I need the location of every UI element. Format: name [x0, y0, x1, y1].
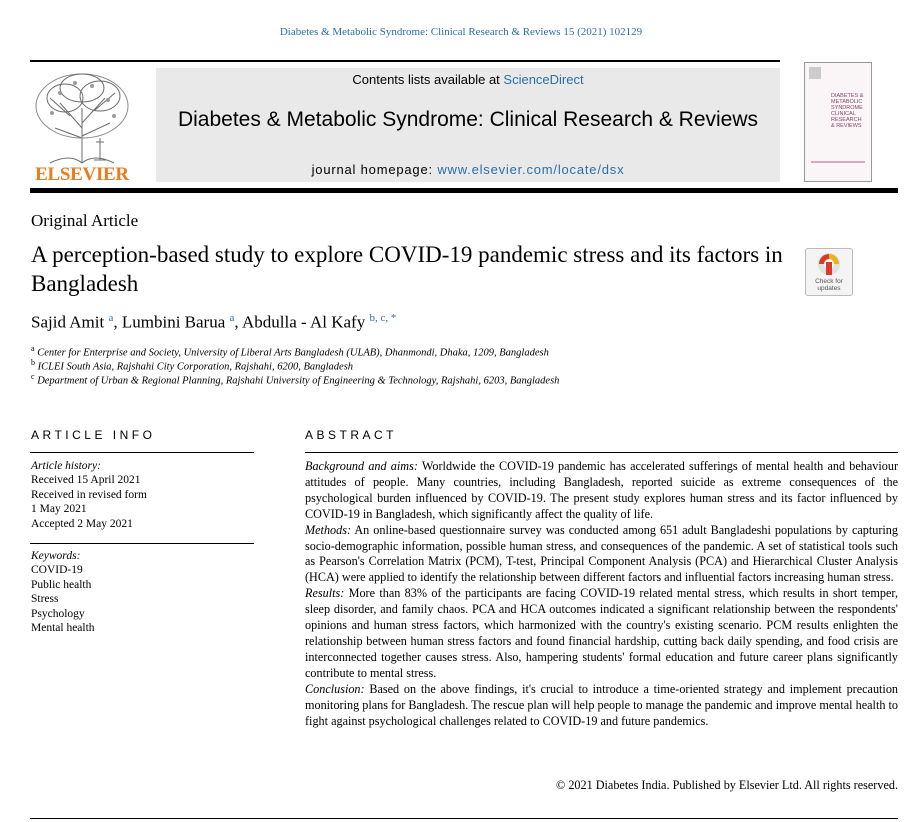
article-history [31, 459, 147, 531]
keyword: Public health [31, 578, 92, 591]
affiliation-text: Department of Urban & Regional Planning, Rajshahi University of Engineering & Technology, Rajshahi, 6203, Bangladesh [37, 375, 560, 387]
keyword: Mental health [31, 622, 95, 635]
copyright-notice: © 2021 Diabetes India. Published by Elsevier Ltd. All rights reserved. [556, 778, 898, 792]
check-updates-line1: Check for [815, 278, 843, 285]
history-label: Article history: [31, 460, 101, 472]
check-updates-label [806, 278, 852, 292]
keyword: Psychology [31, 607, 85, 620]
article-type: Original Article [31, 211, 139, 230]
affiliation-text: Center for Enterprise and Society, University of Liberal Arts Bangladesh (ULAB), Dhanmondi, Dhaka, 1209, Bangladesh [37, 347, 549, 359]
abstract-label: Background and aims: [305, 459, 418, 473]
author-affil-sup[interactable]: a [108, 312, 114, 324]
abstract-text: Based on the above findings, it's crucial to introduce a time-oriented strategy and implement precaution monitoring plans for Bangladesh. The rescue plan will help people to manage the pandemic and improve mental health to fight against psychological challenges related to COVID-19 and future pandemics. [305, 681, 899, 728]
cover-logo-icon [809, 67, 821, 79]
abstract-text: An online-based questionnaire survey was conducted among 651 adult Bangladeshi populations by capturing socio-demographic information, possible human stress, and consequences of the pandemic. A set of statistical tools such as Pearson's Correlation Matrix (PCM), T-test, Principal Component Analysis (PCA) and Hierarchical Cluster Analysis (HCA) were applied to identify the relationship between different factors and influential factors increasing human stress. [305, 522, 898, 585]
contents-line [156, 72, 780, 87]
cover-stripe [811, 161, 865, 163]
affiliation-text: ICLEI South Asia, Rajshahi City Corporation, Rajshahi, 6200, Bangladesh [37, 361, 354, 373]
keywords-block [31, 549, 95, 635]
cover-title-line: DIABETES & [831, 93, 864, 99]
abstract-heading: ABSTRACT [305, 428, 398, 442]
affiliation-sup: a [31, 344, 35, 353]
homepage-link[interactable]: www.elsevier.com/locate/dsx [437, 162, 625, 177]
page-bottom-rule [30, 818, 898, 819]
header-bottom-rule [30, 188, 898, 193]
abstract-label: Methods: [305, 522, 352, 537]
history-entry: Accepted 2 May 2021 [31, 517, 133, 530]
article-info-heading: ARTICLE INFO [31, 428, 156, 442]
author-name[interactable]: Lumbini Barua [121, 312, 226, 332]
elsevier-wordmark[interactable]: ELSEVIER [35, 164, 129, 185]
sciencedirect-link[interactable]: ScienceDirect [503, 72, 584, 87]
affiliation [31, 344, 549, 359]
article-info-rule [30, 452, 254, 453]
abstract-rule [305, 452, 898, 453]
cover-title-line: RESEARCH [831, 117, 862, 123]
abstract-conclusion [305, 682, 898, 730]
journal-citation[interactable]: Diabetes & Metabolic Syndrome: Clinical Research & Reviews 15 (2021) 102129 [279, 26, 643, 38]
abstract-methods [305, 523, 898, 587]
journal-title: Diabetes & Metabolic Syndrome: Clinical Research & Reviews [177, 108, 759, 131]
author-name[interactable]: Sajid Amit [31, 312, 105, 332]
keywords-rule [30, 543, 254, 544]
journal-cover-thumbnail[interactable] [804, 62, 872, 182]
abstract-label: Results: [305, 586, 345, 601]
author-affil-sup[interactable]: a [229, 312, 235, 324]
affiliation-sup: b [31, 358, 35, 367]
history-entry: Received 15 April 2021 [31, 474, 141, 487]
history-entry: Received in revised form [31, 488, 147, 501]
author-affil-sup[interactable]: b, c, * [369, 312, 397, 324]
homepage-prefix: journal homepage: [311, 162, 438, 177]
keywords-label: Keywords: [31, 550, 81, 562]
check-updates-icon [817, 252, 841, 278]
check-for-updates-button[interactable] [805, 248, 853, 296]
keyword: COVID-19 [31, 564, 83, 577]
article-title: A perception-based study to explore COVID-19 pandemic stress and its factors in Bangladesh [31, 242, 783, 296]
abstract-text: Worldwide the COVID-19 pandemic has accelerated sufferings of mental health and behaviour attitudes of people. Many countries, including Bangladesh, reported suicide as extreme consequences of the psychological burden influenced by COVID-19. The present study explores human stress and its factor influenced by COVID-19 in Bangladesh, which significantly affect the quality of life. [305, 459, 899, 521]
abstract-label: Conclusion: [305, 681, 365, 696]
header-top-rule [30, 60, 780, 62]
affiliation [31, 372, 559, 387]
author-list: Sajid Amit $^a$, Lumbini Barua $^a$, Abdulla - Al Kafy $^{b, c, *}$ [31, 312, 397, 332]
check-updates-line2: updates [817, 285, 841, 292]
affiliation-sup: c [31, 372, 35, 381]
keyword: Stress [31, 593, 59, 606]
abstract-results [305, 586, 898, 681]
affiliation [31, 358, 353, 373]
cover-title-line: CLINICAL [831, 111, 856, 117]
cover-title-line: METABOLIC [831, 99, 863, 105]
abstract-background [305, 459, 898, 523]
abstract-text: More than 83% of the participants are facing COVID-19 related mental stress, which results in short temper, sleep disorder, and family chaos. PCA and HCA outcomes indicated a significant relationship between the respondents' opinions and human stress factors, which harmonized with the country's existing scenario. PCM results enlighten the relationship between human stress factors and found financial hardship, cutting back daily spending, and food crisis are interconnected together causes stress. Also, hampering students' formal education and future career plans significantly contribute to mental stress. [305, 586, 899, 680]
journal-homepage-line [156, 162, 780, 177]
cover-title [831, 93, 863, 129]
cover-title-line: SYNDROME [831, 105, 863, 111]
abstract-body [305, 459, 898, 729]
author-name[interactable]: Abdulla - Al Kafy [241, 312, 366, 332]
cover-title-line: & REVIEWS [831, 123, 862, 129]
history-entry: 1 May 2021 [31, 503, 87, 516]
contents-prefix: Contents lists available at [352, 72, 504, 87]
